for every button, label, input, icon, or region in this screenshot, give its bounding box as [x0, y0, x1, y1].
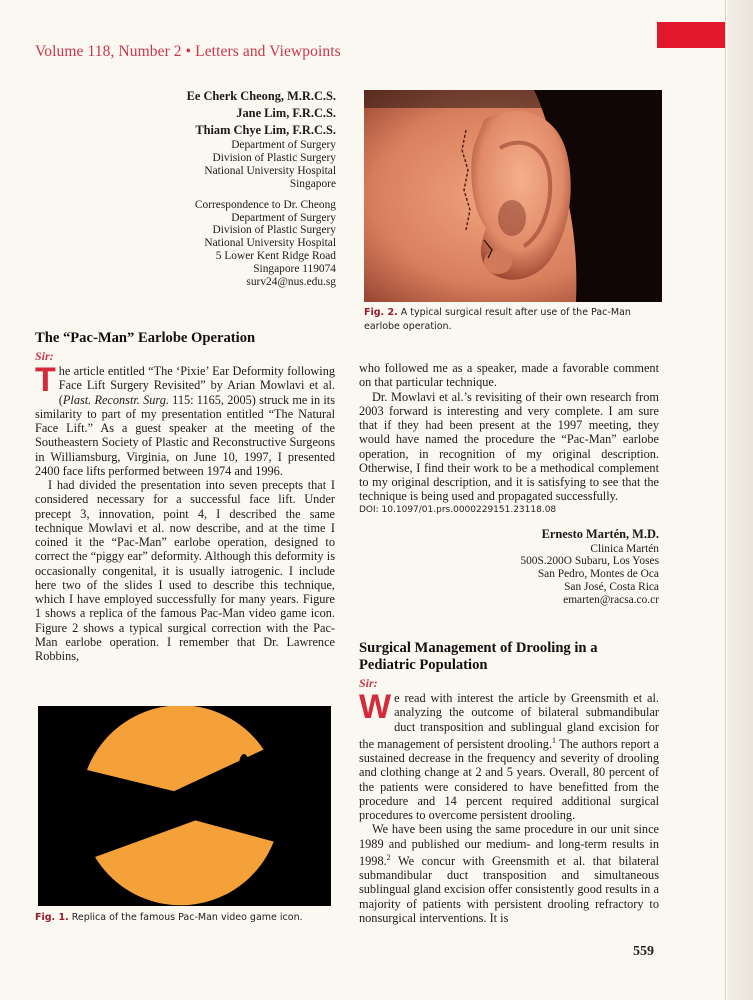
- figure-2-ear-photo: [364, 90, 662, 302]
- journal-citation: Plast. Reconstr. Surg.: [62, 392, 169, 407]
- affiliation-line: Division of Plastic Surgery: [212, 151, 336, 164]
- correspondence-line: 5 Lower Kent Ridge Road: [215, 250, 336, 263]
- letter-2-paragraph: We have been using the same procedure in our unit since 1989 and published our medium- and long-term results in 1998.$^2$ We concur with Greensmith et al. that bilateral submandibular duct transposition and simultaneous sublingual gland excision offer consistently good results in a majority of patients with persistent drooling refractory to nonsurgical interventions. It is: [359, 822, 659, 925]
- figure-1-caption: [35, 911, 335, 925]
- figure-1-pacman-image: [38, 706, 331, 906]
- drop-cap: W: [359, 688, 392, 726]
- letter-1-column: [35, 330, 335, 663]
- doi: DOI: 10.1097/01.prs.0000229151.23118.08: [359, 504, 557, 515]
- correspondence-line: Department of Surgery: [231, 211, 336, 224]
- figure-1-caption-text: Replica of the famous Pac-Man video game icon.: [71, 912, 303, 923]
- letter-1-paragraph: I had divided the presentation into seven precepts that I considered necessary for a successful face lift. Under precept 3, innovation, point 4, I described the same technique Mowlavi et al. now describe, and at the time I coined it the “Pac-Man” earlobe operation, designed to correct the “piggy ear” deformity. Although this deformity is occasionally congenital, it is usually iatrogenic. I include here two of the slides I used to describe this technique, which I have employed successfully for many years. Figure 1 shows a replica of the famous Pac-Man video game icon. Figure 2 shows a typical surgical correction with the Pac-Man earlobe operation. I remember that Dr. Lawrence Robbins,: [35, 478, 335, 663]
- page-edge: [727, 0, 753, 1000]
- reference-marker: 2: [386, 852, 391, 862]
- address-line: 500S.200O Subaru, Los Yoses: [520, 555, 659, 568]
- email: emarten@racsa.co.cr: [563, 594, 659, 607]
- reference-marker: 1: [552, 735, 557, 745]
- letter-1-salutation: Sir:: [35, 349, 54, 363]
- figure-2-caption-text: A typical surgical result after use of the Pac-Man earlobe operation.: [364, 307, 631, 332]
- affiliation-line: National University Hospital: [204, 164, 336, 177]
- section-tab-marker: [657, 22, 725, 48]
- letter-1-paragraph: The article entitled “The ‘Pixie’ Ear Deformity following Face Lift Surgery Revisited” by Arian Mowlavi et al. (Plast. Reconstr. Surg. 115: 1165, 2005) struck me in its similarity to part of my presentation entitled “The Natural Face Lift.” As a guest speaker at the meeting of the Southeastern Society of Plastic and Reconstructive Surgeons in Williamsburg, Virginia, on June 10, 1997, I presented 2400 face lifts performed between 1974 and 1996.: [35, 361, 335, 478]
- letter-1-author-block: [359, 526, 659, 608]
- author-name: Jane Lim, F.R.C.S.: [236, 106, 336, 120]
- pacman-illustration: [38, 706, 331, 906]
- affiliation-line: Department of Surgery: [231, 139, 336, 151]
- correspondence-line: National University Hospital: [204, 237, 336, 250]
- address-line: San José, Costa Rica: [564, 581, 659, 594]
- letter-1-body-continued: [359, 361, 659, 504]
- letter-2-salutation: Sir:: [359, 676, 378, 690]
- page-number: 559: [633, 944, 654, 959]
- correspondence-line: Division of Plastic Surgery: [212, 224, 336, 237]
- letter-2-column: [359, 640, 659, 925]
- correspondence-line: Singapore 119074: [253, 263, 336, 276]
- letter-1-title: The “Pac-Man” Earlobe Operation: [35, 330, 256, 346]
- letter-1-paragraph: Dr. Mowlavi et al.’s revisiting of their own research from 2003 forward is interesting and very complete. I am sure that if they had been present at the 1997 meeting, they would have named the procedure the “Pac-Man” earlobe operation, in recognition of my original description. Otherwise, I find their work to be a methodical complement to my original description, and it is satisfying to see that the technique is being used and propagated successfully.: [359, 389, 659, 504]
- drop-cap: T: [35, 361, 56, 399]
- letter-2-title: Surgical Management of Drooling in a Pediatric Population: [359, 640, 598, 673]
- ear-photo-illustration: [364, 90, 662, 302]
- letter-1-body: [35, 361, 335, 663]
- running-head: Volume 118, Number 2 • Letters and Viewpoints: [35, 43, 341, 60]
- address-line: Clinica Martén: [590, 542, 659, 555]
- address-line: San Pedro, Montes de Oca: [537, 568, 659, 581]
- affiliation-line: Singapore: [289, 177, 336, 190]
- figure-1-label: Fig. 1.: [35, 912, 69, 923]
- author-name: Ernesto Martén, M.D.: [541, 526, 659, 541]
- letter-2-paragraph: We read with interest the article by Greensmith et al. analyzing the outcome of bilateral submandibular duct transposition and sublingual gland excision for the management of persistent drooling.$^1$ The authors report a sustained decrease in the frequency and severity of drooling and clothing change at 2 and 5 years. Overall, 80 percent of the patients were considered to have benefitted from the procedure and 14 percent required additional surgical procedures to overcome persistent drooling.: [359, 688, 660, 823]
- figure-2-caption: [364, 306, 664, 334]
- correspondence-line: Correspondence to Dr. Cheong: [194, 198, 336, 211]
- letter-1-continued-column: [359, 361, 659, 607]
- previous-letter-authors: [150, 88, 336, 289]
- letter-2-body: [359, 688, 660, 925]
- correspondence-email: surv24@nus.edu.sg: [246, 276, 336, 289]
- letter-1-paragraph: who followed me as a speaker, made a favorable comment on that particular technique.: [359, 361, 659, 390]
- author-name: Thiam Chye Lim, F.R.C.S.: [195, 123, 336, 137]
- author-name: Ee Cherk Cheong, M.R.C.S.: [186, 89, 336, 103]
- figure-2-label: Fig. 2.: [364, 307, 398, 318]
